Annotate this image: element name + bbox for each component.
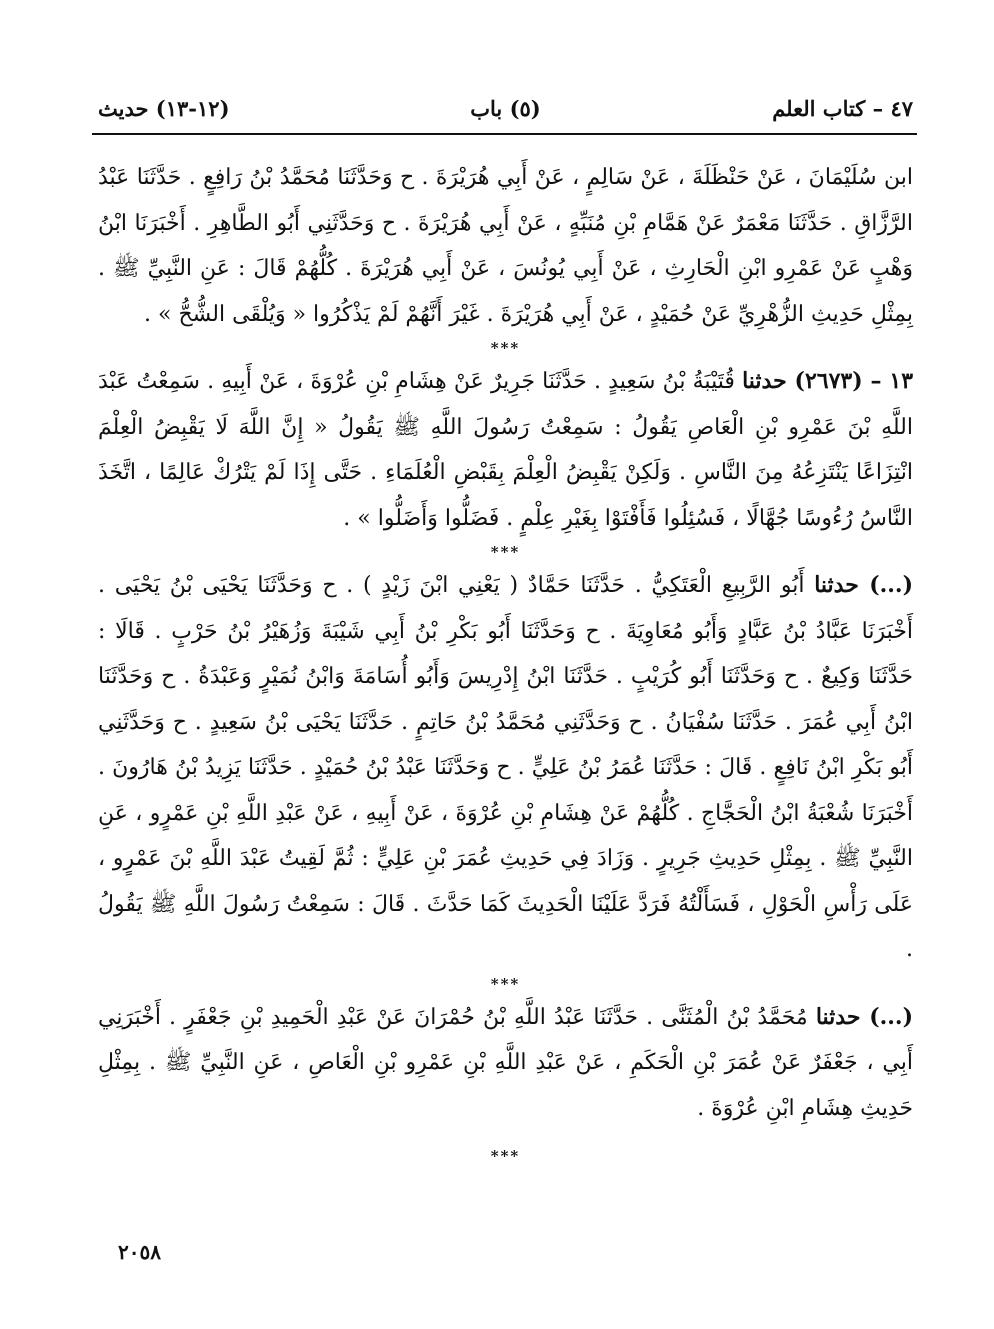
paragraph-text: أَبُو الرَّبِيعِ الْعَتَكِيُّ . حَدَّثَنَا حَمَّادٌ ( يَعْنِي ابْنَ زَيْدٍ ) . ح وَحَدَّثَنَا يَحْيَى بْنُ يَحْيَى . أَخْبَرَنَا عَبَّادُ بْنُ عَبَّادٍ وَأَبُو مُعَاوِيَةَ . ح وَحَدَّثَنَا أَبُو بَكْرِ بْنُ أَبِي شَيْبَةَ وَزُهَيْرُ بْنُ حَرْبٍ . قَالَا : حَدَّثَنَا وَكِيعٌ . ح وَحَدَّثَنَا أَبُو كُرَيْبٍ . حَدَّثَنَا ابْنُ إِدْرِيسَ وَأَبُو أُسَامَةَ وَابْنُ نُمَيْرٍ وَعَبْدَةُ . ح وَحَدَّثَنَا ابْنُ أَبِي عُمَرَ . حَدَّثَنَا سُفْيَانُ . ح وَحَدَّثَنِي مُحَمَّدُ بْنُ حَاتِمٍ . حَدَّثَنَا يَحْيَى بْنُ سَعِيدٍ . ح وَحَدَّثَنِي أَبُو بَكْرِ ابْنُ نَافِعٍ . قَالَ : حَدَّثَنَا عُمَرُ بْنُ عَلِيٍّ . ح وَحَدَّثَنَا عَبْدُ بْنُ حُمَيْدٍ . حَدَّثَنَا يَزِيدُ بْنُ هَارُونَ . أَخْبَرَنَا شُعْبَةُ ابْنُ الْحَجَّاجِ . كُلُّهُمْ عَنْ هِشَامِ بْنِ عُرْوَةَ ، عَنْ أَبِيهِ ، عَنْ عَبْدِ اللَّهِ بْنِ عَمْرٍو ، عَنِ النَّبِيِّ ﷺ . بِمِثْلِ حَدِيثِ جَرِيرٍ . وَزَادَ فِي حَدِيثِ عُمَرَ بْنِ عَلِيٍّ : ثُمَّ لَقِيتُ عَبْدَ اللَّهِ بْنَ عَمْرٍو ، عَلَى رَأْسِ الْحَوْلِ ، فَسَأَلْتُهُ فَرَدَّ عَلَيْنَا الْحَدِيثَ كَمَا حَدَّثَ . قَالَ : سَمِعْتُ رَسُولَ اللَّهِ ﷺ يَقُولُ . [98, 573, 913, 962]
separator-3: *** [490, 974, 521, 993]
header-rule [92, 133, 917, 135]
hadith-number: ١٣ – (٢٦٧٣) حدثنا [742, 368, 914, 394]
paragraph-2 [98, 359, 913, 541]
page-body [98, 155, 913, 1167]
paragraph-4 [98, 995, 913, 1132]
paragraph-1 [98, 155, 913, 337]
separator-1: *** [490, 339, 521, 357]
paragraph-3 [98, 563, 913, 973]
page-number: ٢٠٥٨ [118, 1240, 161, 1264]
running-header [98, 92, 913, 136]
paragraph-text: قُتَيْبَةُ بْنُ سَعِيدٍ . حَدَّثَنَا جَرِيرٌ عَنْ هِشَامِ بْنِ عُرْوَةَ ، عَنْ أَبِيهِ . سَمِعْتُ عَبْدَ اللَّهِ بْنَ عَمْرِو بْنِ الْعَاصِ يَقُولُ : سَمِعْتُ رَسُولَ اللَّهِ ﷺ يَقُولُ « إِنَّ اللَّهَ لَا يَقْبِضُ الْعِلْمَ انْتِزَاعًا يَنْتَزِعُهُ مِنَ النَّاسِ . وَلَكِنْ يَقْبِضُ الْعِلْمَ بِقَبْضِ الْعُلَمَاءِ . حَتَّى إِذَا لَمْ يَتْرُكْ عَالِمًا ، اتَّخَذَ النَّاسُ رُءُوسًا جُهَّالًا ، فَسُئِلُوا فَأَفْتَوْا بِغَيْرِ عِلْمٍ . فَضَلُّوا وَأَضَلُّوا » . [98, 369, 913, 531]
header-book-title: ٤٧ – كتاب العلم [772, 96, 913, 121]
paragraph-text: مُحَمَّدُ بْنُ الْمُثَنَّى . حَدَّثَنَا عَبْدُ اللَّهِ بْنُ حُمْرَانَ عَنْ عَبْدِ الْحَمِيدِ بْنِ جَعْفَرٍ . أَخْبَرَنِي أَبِي ، جَعْفَرٌ عَنْ عُمَرَ بْنِ الْحَكَمِ ، عَنْ عَبْدِ اللَّهِ بْنِ عَمْرِو بْنِ الْعَاصِ ، عَنِ النَّبِيِّ ﷺ . بِمِثْلِ حَدِيثِ هِشَامِ ابْنِ عُرْوَةَ . [98, 1004, 913, 1121]
paragraph-text: ابن سُلَيْمَانَ ، عَنْ حَنْظَلَةَ ، عَنْ سَالِمٍ ، عَنْ أَبِي هُرَيْرَةَ . ح وَحَدَّثَنَا مُحَمَّدُ بْنُ رَافِعٍ . حَدَّثَنَا عَبْدُ الرَّزَّاقِ . حَدَّثَنَا مَعْمَرٌ عَنْ هَمَّامِ بْنِ مُنَبِّهٍ ، عَنْ أَبِي هُرَيْرَةَ . ح وَحَدَّثَنِي أَبُو الطَّاهِرِ . أَخْبَرَنَا ابْنُ وَهْبٍ عَنْ عَمْرِو ابْنِ الْحَارِثِ ، عَنْ أَبِي يُونُسَ ، عَنْ أَبِي هُرَيْرَةَ . كُلُّهُمْ قَالَ : عَنِ النَّبِيِّ ﷺ . بِمِثْلِ حَدِيثِ الزُّهْرِيِّ عَنْ حُمَيْدٍ ، عَنْ أَبِي هُرَيْرَةَ . غَيْرَ أَنَّهُمْ لَمْ يَذْكُرُوا « وَيُلْقَى الشُّحُّ » . [98, 165, 913, 327]
hadith-number: (...) حدثنا [815, 1003, 913, 1030]
hadith-number: (...) حدثنا [814, 572, 913, 598]
header-chapter: (٥) باب [470, 96, 541, 121]
separator-4: *** [490, 1147, 521, 1165]
header-hadith-range: (١٢-١٣) حديث [98, 96, 230, 121]
separator-2: *** [490, 543, 521, 561]
